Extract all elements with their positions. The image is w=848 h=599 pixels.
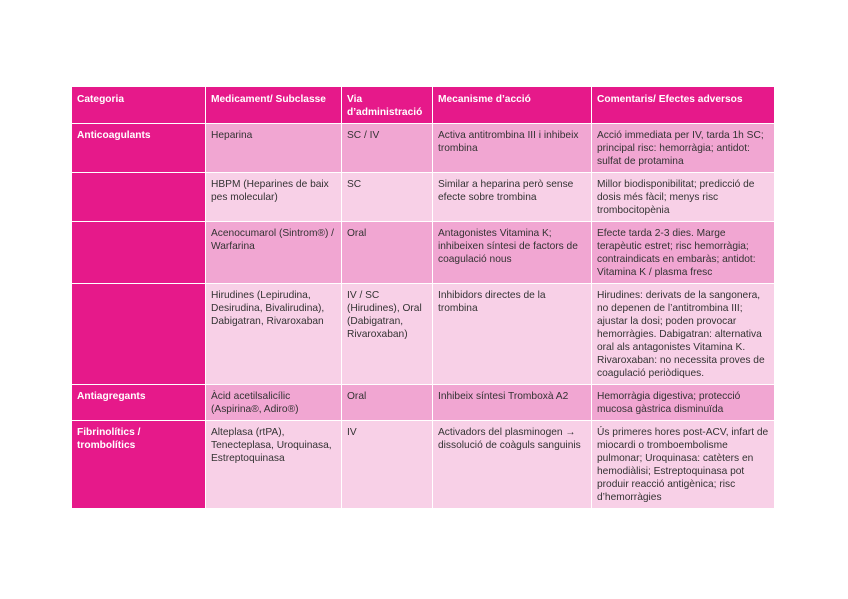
via-cell: SC [342, 173, 433, 222]
header-comentaris: Comentaris/ Efectes adversos [592, 87, 775, 124]
category-cell: Fibrinolítics / trombolítics [72, 421, 206, 509]
medicament-cell: Àcid acetilsalicílic (Aspirina®, Adiro®) [206, 385, 342, 421]
comentaris-cell: Acció immediata per IV, tarda 1h SC; principal risc: hemorràgia; antidot: sulfat de protamina [592, 124, 775, 173]
table-row [72, 284, 775, 385]
mecanisme-cell: Activadors del plasminogen → dissolució de coàguls sanguinis [433, 421, 592, 509]
via-cell: IV / SC (Hirudines), Oral (Dabigatran, Rivaroxaban) [342, 284, 433, 385]
table-row [72, 173, 775, 222]
table-row [72, 421, 775, 509]
comentaris-cell: Hemorràgia digestiva; protecció mucosa gàstrica disminuïda [592, 385, 775, 421]
header-mecanisme: Mecanisme d’acció [433, 87, 592, 124]
mecanisme-cell: Activa antitrombina III i inhibeix trombina [433, 124, 592, 173]
comentaris-cell: Millor biodisponibilitat; predicció de dosis més fàcil; menys risc trombocitopènia [592, 173, 775, 222]
comentaris-cell: Efecte tarda 2-3 dies. Marge terapèutic estret; risc hemorràgia; contraindicats en embaràs; antidot: Vitamina K / plasma fresc [592, 222, 775, 284]
via-cell: Oral [342, 222, 433, 284]
header-categoria: Categoria [72, 87, 206, 124]
category-cell: Anticoagulants [72, 124, 206, 173]
via-cell: SC / IV [342, 124, 433, 173]
medicament-cell: HBPM (Heparines de baix pes molecular) [206, 173, 342, 222]
category-cell [72, 284, 206, 385]
via-cell: Oral [342, 385, 433, 421]
comentaris-cell: Hirudines: derivats de la sangonera, no depenen de l’antitrombina III; ajustar la dosi; poden provocar hemorràgies. Dabigatran: alternativa oral als antagonistes Vitamina K. Rivaroxaban: no necessita proves de coagulació periòdiques. [592, 284, 775, 385]
mecanisme-cell: Inhibidors directes de la trombina [433, 284, 592, 385]
category-cell [72, 222, 206, 284]
mecanisme-cell: Similar a heparina però sense efecte sobre trombina [433, 173, 592, 222]
medicament-cell: Hirudines (Lepirudina, Desirudina, Bivalirudina), Dabigatran, Rivaroxaban [206, 284, 342, 385]
header-medicament: Medicament/ Subclasse [206, 87, 342, 124]
via-cell: IV [342, 421, 433, 509]
category-cell: Antiagregants [72, 385, 206, 421]
header-via: Via d’administració [342, 87, 433, 124]
mecanisme-cell: Inhibeix síntesi Tromboxà A2 [433, 385, 592, 421]
comentaris-cell: Ús primeres hores post-ACV, infart de miocardi o tromboembolisme pulmonar; Uroquinasa: catèters en hemodiàlisi; Estreptoquinasa pot produir reacció antigènica; risc d’hemorràgies [592, 421, 775, 509]
table-row [72, 385, 775, 421]
drug-table [72, 87, 775, 509]
mecanisme-cell: Antagonistes Vitamina K; inhibeixen síntesi de factors de coagulació nous [433, 222, 592, 284]
medicament-cell: Alteplasa (rtPA), Tenecteplasa, Uroquinasa, Estreptoquinasa [206, 421, 342, 509]
table-row [72, 222, 775, 284]
category-cell [72, 173, 206, 222]
table-row [72, 124, 775, 173]
header-row [72, 87, 775, 124]
medicament-cell: Heparina [206, 124, 342, 173]
medicament-cell: Acenocumarol (Sintrom®) / Warfarina [206, 222, 342, 284]
